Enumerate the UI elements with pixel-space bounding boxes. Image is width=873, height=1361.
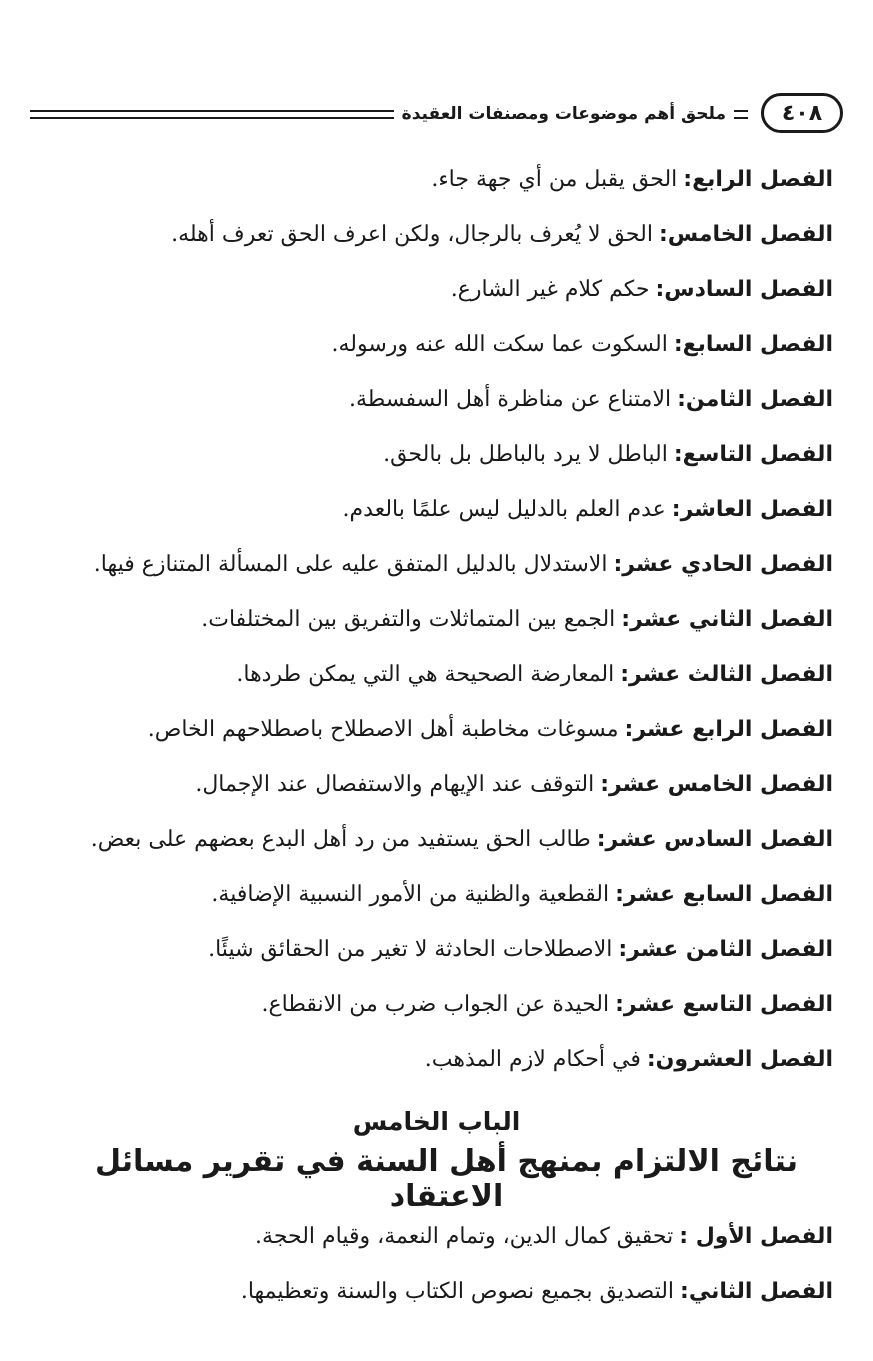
chapter-text: الحق لا يُعرف بالرجال، ولكن اعرف الحق تعرف أهله. xyxy=(171,222,653,247)
chapter-text: عدم العلم بالدليل ليس علمًا بالعدم. xyxy=(342,497,666,522)
running-title: ملحق أهم موضوعات ومصنفات العقيدة xyxy=(401,104,726,124)
list-item xyxy=(40,482,833,537)
chapter-list-bottom xyxy=(40,1209,833,1319)
header-rule-right xyxy=(734,110,748,119)
list-item xyxy=(40,1032,833,1087)
chapter-label: الفصل الثاني: xyxy=(680,1279,833,1304)
chapter-text: السكوت عما سكت الله عنه ورسوله. xyxy=(331,332,668,357)
chapter-text: الجمع بين المتماثلات والتفريق بين المختلفات. xyxy=(201,607,616,632)
list-item xyxy=(40,592,833,647)
chapter-subtitle: نتائج الالتزام بمنهج أهل السنة في تقرير مسائل الاعتقاد xyxy=(94,1144,799,1214)
chapter-label: الفصل السابع عشر: xyxy=(615,882,833,907)
list-item xyxy=(40,1264,833,1319)
chapter-text: طالب الحق يستفيد من رد أهل البدع بعضهم على بعض. xyxy=(90,827,591,852)
chapter-label: الفصل التاسع عشر: xyxy=(615,992,833,1017)
running-title-bar xyxy=(30,99,748,129)
chapter-label: الفصل الأول : xyxy=(679,1224,833,1249)
list-item xyxy=(40,372,833,427)
list-item xyxy=(40,152,833,207)
list-item xyxy=(40,207,833,262)
chapter-label: الفصل الحادي عشر: xyxy=(613,552,833,577)
chapter-text: الاستدلال بالدليل المتفق عليه على المسألة المتنازع فيها. xyxy=(93,552,608,577)
chapter-label: الفصل الثامن: xyxy=(677,387,833,412)
list-item xyxy=(40,427,833,482)
chapter-label: الفصل التاسع: xyxy=(673,442,833,467)
chapter-text: تحقيق كمال الدين، وتمام النعمة، وقيام الحجة. xyxy=(255,1224,674,1249)
page-body xyxy=(40,152,833,1319)
page-number: ٤٠٨ xyxy=(781,100,823,126)
chapter-title: الباب الخامس xyxy=(352,1106,521,1136)
chapter-text: الحق يقبل من أي جهة جاء. xyxy=(431,167,678,192)
chapter-label: الفصل العاشر: xyxy=(671,497,833,522)
chapter-text: المعارضة الصحيحة هي التي يمكن طردها. xyxy=(236,662,615,687)
chapter-label: الفصل الثامن عشر: xyxy=(618,937,833,962)
chapter-text: الباطل لا يرد بالباطل بل بالحق. xyxy=(383,442,668,467)
list-item xyxy=(40,922,833,977)
list-item xyxy=(40,537,833,592)
header-rule-middle xyxy=(30,110,394,119)
list-item xyxy=(40,867,833,922)
list-item xyxy=(40,812,833,867)
chapter-label: الفصل الخامس: xyxy=(658,222,833,247)
chapter-text: مسوغات مخاطبة أهل الاصطلاح باصطلاحهم الخاص. xyxy=(147,717,619,742)
list-item xyxy=(40,757,833,812)
list-item xyxy=(40,702,833,757)
chapter-text: القطعية والظنية من الأمور النسبية الإضافية. xyxy=(211,882,610,907)
chapter-label: الفصل الثالث عشر: xyxy=(620,662,833,687)
chapter-label: الفصل السادس: xyxy=(655,277,833,302)
list-item xyxy=(40,977,833,1032)
chapter-label: الفصل السادس عشر: xyxy=(596,827,833,852)
chapter-list-top xyxy=(40,152,833,1087)
list-item xyxy=(40,1209,833,1264)
chapter-label: الفصل العشرون: xyxy=(646,1047,833,1072)
chapter-text: الحيدة عن الجواب ضرب من الانقطاع. xyxy=(261,992,610,1017)
chapter-text: حكم كلام غير الشارع. xyxy=(450,277,650,302)
page-number-badge xyxy=(761,93,843,133)
list-item xyxy=(40,647,833,702)
chapter-label: الفصل الرابع: xyxy=(683,167,833,192)
chapter-text: في أحكام لازم المذهب. xyxy=(424,1047,641,1072)
chapter-text: الامتناع عن مناظرة أهل السفسطة. xyxy=(349,387,672,412)
page-header xyxy=(30,93,843,139)
chapter-text: الاصطلاحات الحادثة لا تغير من الحقائق شيئًا. xyxy=(208,937,613,962)
chapter-text: التصديق بجميع نصوص الكتاب والسنة وتعظيمها. xyxy=(240,1279,675,1304)
chapter-label: الفصل السابع: xyxy=(673,332,833,357)
chapter-label: الفصل الخامس عشر: xyxy=(600,772,833,797)
list-item xyxy=(40,317,833,372)
chapter-label: الفصل الرابع عشر: xyxy=(624,717,833,742)
list-item xyxy=(40,262,833,317)
chapter-text: التوقف عند الإيهام والاستفصال عند الإجمال. xyxy=(195,772,595,797)
chapter-label: الفصل الثاني عشر: xyxy=(621,607,833,632)
